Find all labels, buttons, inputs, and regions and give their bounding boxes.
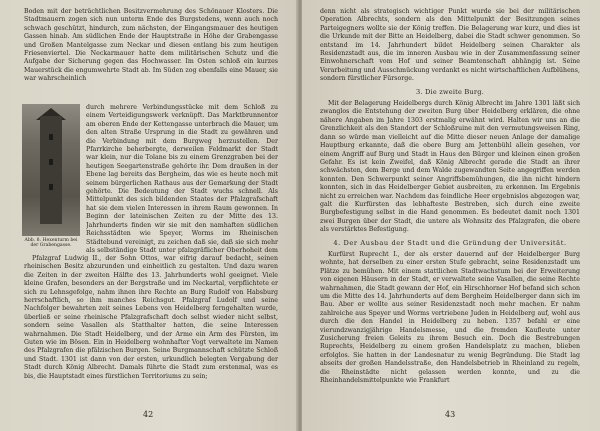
- heading-section-4: 4. Der Ausbau der Stadt und die Gründung der Universität.: [333, 238, 567, 247]
- hexenturm-photo: [22, 104, 80, 236]
- page-number-right: 43: [445, 410, 456, 419]
- left-wrap-paragraph: durch mehrere Verbindungsstücke mit dem Schloß zu einem Verteidigungswerk verknüpft. Das Marktbrunnentor am oberen Ende der Kettengasse unterbrach die Mauer, um den alten Straße Ursprung in die Stadt zu gewähren und die Verbindung mit dem Burgweg herzustellen. Der Pfarrkirche beherbergte, derweilen Feldmarkt der Stadt war klein, nur die Tolane bis zu einem Grenzgraben bei der heutigen Seegartenstraße gehörte ihr. Dem draußen in der Ebene lag bereits das Bergheim, das wie es heute noch mit seinem bürgerlichen Rathaus aus der Gemarkung der Stadt gehörte. Die Bedeutung der Stadt wuchs schnell. Als Mittelpunkt des sich bildenden Staates der Pfalzgrafschaft hat sie dem vielen Interessen in ihrem Raum gewonnen. In Beginn der lateinischen Zeiten zu der Mitte des 13. Jahrhunderts finden wir sie mit den namhaften südlichen Reichsstädten wie Speyer, Worms im Rheinischen Städtebund vereinigt, zu zeichen daß sie, daß sie sich mehr als selbständige Stadt unter pfalzgräflicher Oberhoheit dem: [86, 104, 278, 254]
- figure-caption: Abb. 8. Hexenturm bei der Grabengasse.: [24, 238, 78, 249]
- page-number-left: 42: [143, 410, 154, 419]
- figure-hexenturm: [22, 104, 80, 248]
- right-page: [302, 0, 600, 431]
- right-page-body: [320, 8, 580, 400]
- left-bottom-paragraph: Pfalzgraf Ludwig II., der Sohn Ottos, war eifrig darauf bedacht, seinen rheinischen Besitz abzurunden und einheitlich zu gestalten. Und dazu waren die Zeiten in der zweiten Hälfte des 13. Jahrhunderts wohl geeignet. Viele kleine Grafen, besonders an der Bergstraße und im Neckartal, verpflichtete er sich zu Lehnsgefolge, nahm ihnen ihre Rechte an Burg Rudolf von Habsburg herrschaftlich, so ihm manches Reichsgut. Pfalzgraf Ludolf und seine Nachfolger bewahrten zeit seines Lebens von Heidelberg ferngehalten wurde, überließ er seine rheinische Pfalzgrafschaft doch selbst wieder nicht selbst, sondern seine Vasallen als Statthalter hatten, die seine Interessen wahrnahmen. Die Stadt Heidelberg, und der Arme ein Arm des Fürsten, im Guten wie im Bösen. Ein in Heidelberg wohnhafter Vogt verwaltete im Namen des Pfalzgrafen die pfälzischen Burgen. Seine Burgmannschaft schützte Schloß und Stadt. 1301 ist dann von der ersten, urkundlich belegten Vergabung der Stadt durch König Albrecht. Damals führte die Stadt zum erstenmal, was es bis, die Hauptstadt eines fürstlichen Territoriums zu sein;: [24, 255, 278, 380]
- left-bottom-block: [24, 255, 278, 395]
- section-4-paragraph: Kurfürst Ruprecht I., der als erster dauernd auf der Heidelberger Burg wohnte, hat derselben zu einer ersten Stufe gebracht, seine Residenzstadt um Plätze zu bemühen. Mit einem stattlichen Stadtwachstum bei der Erweiterung von eigenen Häusern in der Stadt, er verwaltete seine Vasallen, die seine Rechte wahrnahmen, die Stadt gewann der Hof, ein Hirschhorner Hof befand sich schon um die Mitte des 14. Jahrhunderts auf dem Bergheim Heidelberger dann sich im Bau. Aber er wollte aus seiner Residenzstadt noch mehr machen. Er nahm zahlreiche aus Speyer und Worms vertriebene Juden in Heidelberg auf, wohl aus durch die den Handel in Heidelberg zu heben. 1357 befahl er eine vierundzwanzigjährige Handelsmesse, und die fremden Kaufleute unter Zusicherung freien Geleits zu ihrem Besuch ein. Doch die Bestrebungen Ruprechts, Heidelberg zu einem großen Handelsplatz zu machen, blieben erfolglos. Sie hatten in der Landesnatur zu wenig Begründung. Die Stadt lag abseits der großen Handelsstraße, den Handelsbetrieb in Rheinland zu regeln, die Rheinstädte nicht gelassen werden konnte, und zu die Rheinhandelsmittelpunkte wie Frankfurt: [320, 250, 580, 385]
- heading-section-3: 3. Die zweite Burg.: [416, 87, 484, 96]
- right-intro-paragraph: denn nicht als strategisch wichtiger Punkt wurde sie bei der militärischen Operation Albrechts, sondern als den Mittelpunkt der Besitzungen seines Parteigegners wollte sie der König treffen. Die Belagerung war kurz, und dies ist die Urkunde mit der Bitte an Heidelberg, dabei die Stadt schwer genommen. So entstand im 14. Jahrhundert bildet Heidelberg seinen Charakter als Residenzstadt aus, die im inneren Ausbau wie in der Zusammenfassung seiner Einwohnerschaft vom Hof und seiner Beamtenschaft abhängig ist. Seine Verarbeitung und Ausschmückung verdankt es nicht wirtschaftlichen Aufblühens, sondern fürstlicher Fürsorge.: [320, 8, 580, 83]
- left-top-paragraph: Boden mit der beträchtlichen Besitzvermehrung des Schönauer Klosters. Die Stadtmauern zogen sich nun unterm Ende des Burgstedens, wenn auch noch schwach geschützt, hindurch, zum nächsten, der Eingangsmauer des heutigen Gassen hinab. Am südlichen Ende der Hauptstraße in Höhe der Grabengasse und Großen Mantelgasse zum Neckar und diesen entlang bis zum heutigen Friesenviertel. Die Neckarmauer hatte dem militärischen Schutz und die Aufgabe der Sicherung gegen das Hochwasser. Im Osten schloß ein kurzes Mauerstück die engumwehrte Stadt ab. Im Süden zog ebenfalls eine Mauer, sie war wahrscheinlich: [24, 8, 278, 83]
- section-3-paragraph: Mit der Belagerung Heidelbergs durch König Albrecht im Jahre 1301 läßt sich zwanglos die Entstehung der zweiten Burg über Heidelberg erklären, die ohne nähere Angaben im Jahre 1303 erstmalig erwähnt wird. Halten wir uns an die Grenzlichkeit als den Standort der Schloßruine mit den vermutungsweisen Ring, dann so würde man vielleicht auf die Mitte dieser neuen Anlage der damalige Hauptburg erkannte, daß die obere Burg am Jettenbühl allein gesehen, vor einem Angriff auf Burg und Stadt in Haus den Bürger und kleinen einen großen Gefahr. Es ist kein Zweifel, daß König Albrecht gerade die Stadt an ihrer schwächsten, dem Berge und dem Walde zugewandten Seite angegriffen werden konnten. Den Schwerpunkt seiner Angriffsbemühungen, die ihn nicht hindern konnten, sich in das Heidelberger Gebiet ausbreiten, zu erkennen. Im Ergebnis nicht zu erreichen war. Nachdem das feindliche Heer ergebnislos abgezogen war, galt die Kurfürsten das lebhafteste Bestreben, sich durch eine zweite Burgbefestigung selbst in die Hand genommen. Es bedeutet damit noch 1301 zwei Burgen über der Stadt, die untere als Wohnsitz des Pfalzgrafen, die obere als verstärktes Befestigung.: [320, 100, 580, 234]
- left-page: [0, 0, 298, 431]
